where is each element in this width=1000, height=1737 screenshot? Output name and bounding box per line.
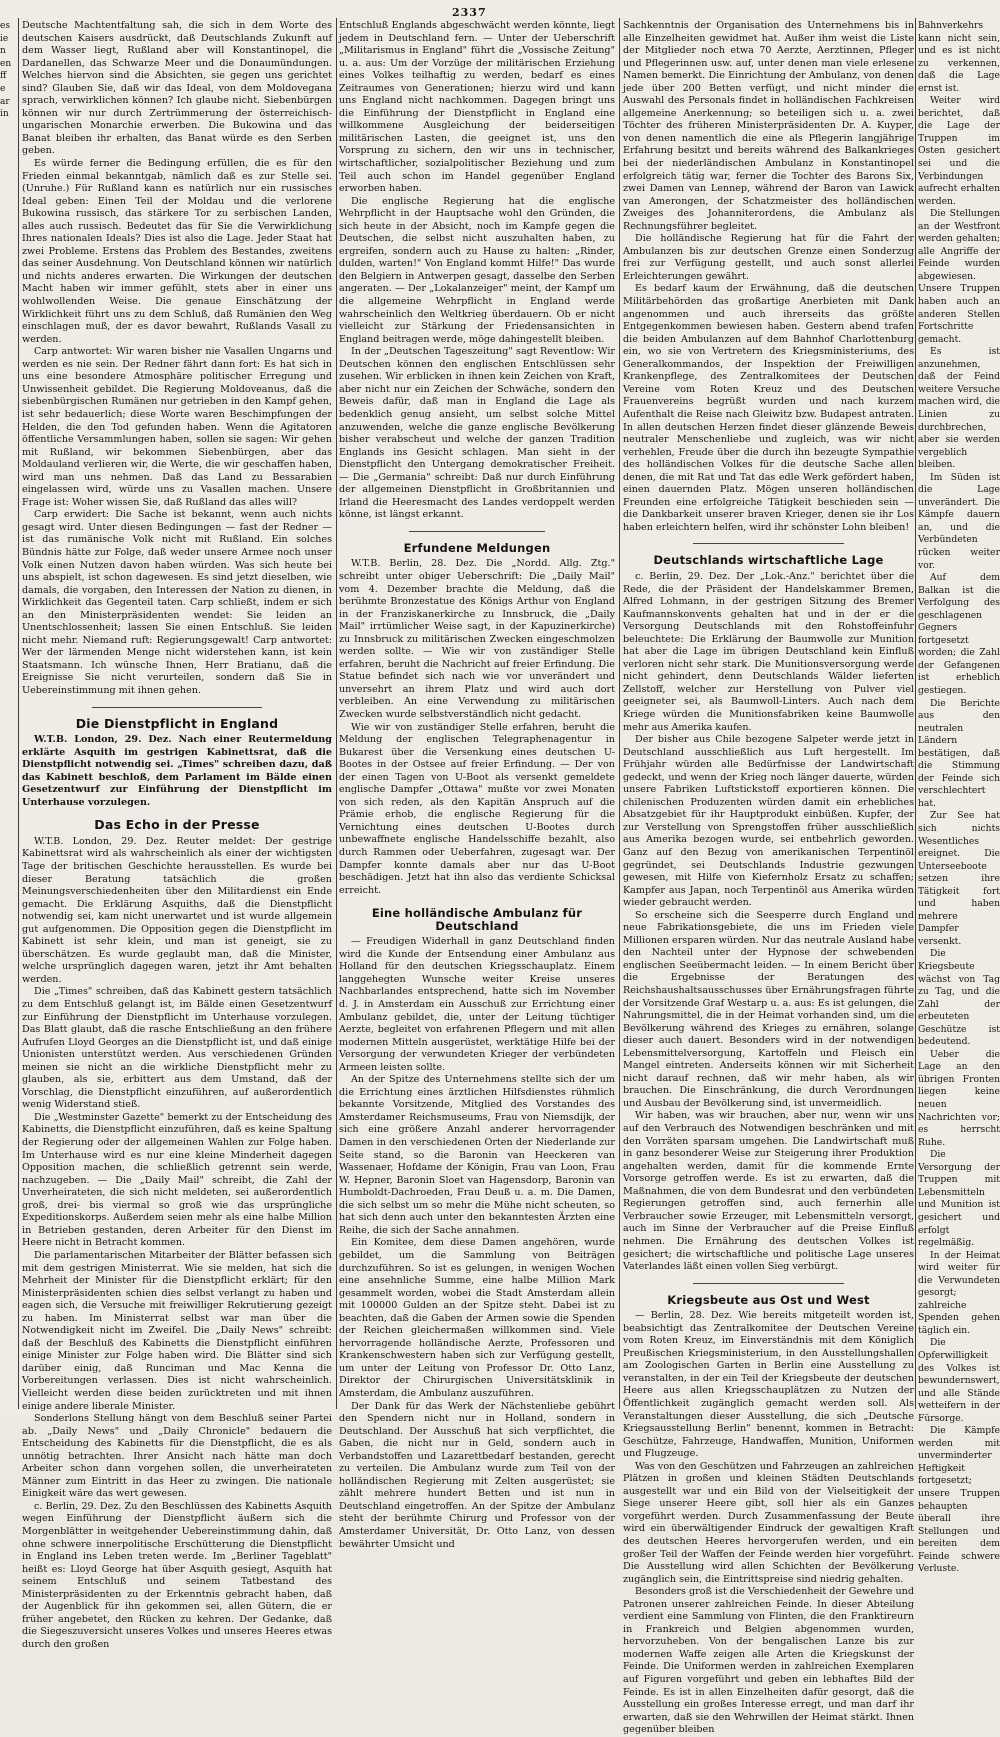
article-paragraph: Bahnverkehrs kann nicht sein, und es ist nicht zu verkennen, daß die Lage ernst ist. [918,20,1000,94]
text-fragment: ff [0,71,7,82]
article-paragraph: Auf dem Balkan ist die Verfolgung des geschlagenen Gegners fortgesetzt worden; die Zahl der Gefangenen ist erheblich gestiegen. [918,572,1000,696]
article-paragraph: An der Spitze des Unternehmens stellte sich der um die Errichtung eines ärztlichen Hilfsdienstes rühmlich bekannte Vorsitzende, Mitglied des Vorstandes des Amsterdamer Reichsmuseums, Frau von Niemsdijk, der sich eine größere Anzahl anderer hervorragender Damen in den verschiedenen Orten der Niederlande zur Seite stand, so die Baronin van Heeckeren van Wassenaer, Hofdame der Königin, Frau van Loon, Frau W. Hepner, Baronin Sloet van Hagensdorp, Baronin van Humboldt-Dachroeden, Frau Deuß u. a. m. Die Damen, die sich selbst um so mehr die Mühe nicht scheuten, so hat sich denn auch unter den bekanntesten Ärzten eine Reihe, die sich der Sache annahmen. [339,1074,615,1236]
article-paragraph: Die parlamentarischen Mitarbeiter der Blätter befassen sich mit dem gestrigen Ministerrat. Wie sie melden, hat sich die Mehrheit der Minister für die Dienstpflicht erklärt; für den Ministerpräsidenten schien dies selbst verlangt zu haben und eagen sich, die Versuche mit freiwilliger Rekrutierung gezeigt zu haben. Im Ministerrat selbst war man über die Notwendigkeit nicht im Zweifel. Die „Daily News" schreibt: daß der Beschluß des Kabinetts die Dienstpflicht einführen einige Minister zur Folge haben wird. Die Blätter sind sich darüber einig, daß Runciman und Mac Kenna die Vorbereitungen verlassen. Dies ist nicht wahrscheinlich. Vielleicht werden diese beiden zurücktreten und mit ihnen einige andere liberale Minister. [22,1249,332,1412]
article-paragraph: Die Kriegsbeute wächst von Tag zu Tag, und die Zahl der erbeuteten Geschütze ist bedeutend. [918,948,1000,1048]
article-paragraph: Zur See hat sich nichts Wesentliches ereignet. Die Unterseeboote setzen ihre Tätigkeit fort und haben mehrere Dampfer versenkt. [918,810,1000,947]
article-paragraph: Carp antwortet: Wir waren bisher nie Vasallen Ungarns und werden es nie sein. Der Redner fährt dann fort: Es hat sich in uns eine besondere Atmosphäre politischer Erregung und Unwissenheit gebildet. Die Regierung Moldoveanus, daß die siebenbürgischen Rumänen nur getrieben in den Kampf gehen, ist sehr bedauerlich; diese Worte waren Beschimpfungen der Helden, die den Tod gefunden haben. Wenn die Agitatoren öffentliche Versammlungen haben, sollen sie sagen: Wir gehen mit Rußland, wir bekommen Siebenbürgen, aber das Moldauland verlieren wir, die Werte, die wir geschaffen haben, wird man uns nehmen. Daß das Land zu Bessarabien eingelassen wird, würde uns zu Vasallen machen. Unsere Frage ist: Woher wissen Sie, daß Rußland das alles will? [22,346,332,508]
text-fragment: ar [0,96,10,107]
article-paragraph: Carp erwidert: Die Sache ist bekannt, wenn auch nichts gesagt wird. Unter diesen Bedingungen — fast der Redner — ist das rumänische Volk nicht mit Rußland. Ein solches Bündnis hätte zur Folge, daß weder unsere Armee noch unser Volk einen Nutzen davon haben würden. Was sich heute bei uns abspielt, ist schon dagewesen. Es sind jetzt dieselben, wie damals, die vorgaben, den Interessen der Nation zu dienen, in Wirklichkeit das Gegenteil taten. Carp schließt, indem er sich an den Ministerpräsidenten wendet: Sie leiden an Unentschlossenheit; lassen Sie einen Entschluß. Sie leiden nicht mehr. Niemand ruft: Regierungsgewalt! Carp antwortet: Wer der lärmenden Menge nicht widerstehen kann, ist kein Staatsmann. Ich wünsche Ihnen, Herr Bratianu, daß die Ereignisse Sie nicht verurteilen, sondern daß Sie in Uebereinstimmung mit ihnen gehen. [22,509,332,696]
column-right-fragment [918,20,1000,1575]
article-paragraph: Die Versorgung der Truppen mit Lebensmitteln und Munition ist gesichert und erfolgt regelmäßig. [918,1149,1000,1249]
article-paragraph: Die Berichte aus den neutralen Ländern bestätigen, daß die Stimmung der Feinde sich verschlechtert hat. [918,697,1000,809]
column-rule [18,18,19,1409]
article-paragraph: c. Berlin, 29. Dez. Der „Lok.-Anz." berichtet über die Rede, die der Präsident der Handelskammer Bremen, Alfred Lohmann, in der gestrigen Sitzung des Bremer Kaufmannskonvents gehalten hat und in der er die Versorgung Deutschlands mit den Rohstoffeinfuhr beleuchtete: Die Erklärung der Baumwolle zur Munition hat aber die Lage im übrigen Deutschland kein Einfluß verloren nicht sehr stark. Die Munitionsversorgung werde nicht gehindert, denn Deutschlands Wälder lieferten Zellstoff, welcher zur Herstellung von Pulver viel geeigneter sei, als Baumwoll-Linters. Auch nach dem Kriege würden die Munitionsfabriken keine Baumwolle mehr aus Amerika kaufen. [623,570,914,733]
article-paragraph: Besonders groß ist die Verschiedenheit der Gewehre und Patronen unserer zahlreichen Feinde. In dieser Abteilung verdient eine Sammlung von Flinten, die den Franktireurn in Frankreich und Belgien abgenommen wurden, hervorzuheben. Von der bengalischen Lanze bis zur modernen Waffe zeigen alle Arten die Kriegskunst der Feinde. Die Uniformen werden in zahlreichen Exemplaren auf Figuren vorgeführt und geben ein lebhaftes Bild der Feinde. Es ist in allen Einzelheiten dafür gesorgt, daß die Ausstellung ein großes Interesse erregt, und man darf ihr erwarten, daß sie den Wehrwillen der Heimat stärkt. Ihnen gegenüber bleiben [623,1586,914,1736]
section-heading: Eine holländische Ambulanz für Deutschland [371,906,583,933]
article-paragraph: Im Süden ist die Lage unverändert. Die Kämpfe dauern an, und die Verbündeten rücken weiter vor. [918,471,1000,571]
article-paragraph: Es ist anzunehmen, daß der Feind weitere Versuche machen wird, die Linien zu durchbrechen, aber sie werden vergeblich bleiben. [918,346,1000,471]
section-heading: Kriegsbeute aus Ost und West [667,1292,870,1307]
column-left-fragment [0,20,13,1407]
article-paragraph: Die holländische Regierung hat für die Fahrt der Ambulanzen bis zur deutschen Grenze einen Sonderzug frei zur Verfügung gestellt, und auch sonst allerlei Erleichterungen gewährt. [623,233,914,282]
article-paragraph: In der „Deutschen Tageszeitung" sagt Reventlow: Wir Deutschen können den englischen Entschlüssen sehr zusehen. Wir erblicken in ihnen kein Zeichen von Kraft, aber nicht nur ein Zeichen der Schwäche, sondern den Beweis dafür, daß man in England die Lage als bedenklich genug ansieht, um selbst solche Mittel anzuwenden, welche die ganze englische Bevölkerung bisher verabscheut und welche der ganzen Tradition Englands ins Gesicht schlagen. Man sieht in der Dienstpflicht den Untergang demokratischer Freiheit. — Die „Germania" schreibt: Daß nur durch Einführung der allgemeinen Dienstpflicht in Großbritannien und Irland die Heeresmacht des Landes verdoppelt werden könne, ist längst erkannt. [339,346,615,521]
article-paragraph: Es würde ferner die Bedingung erfüllen, die es für den Frieden einmal bekanntgab, nämlich daß es zur Stelle sei. (Unruhe.) Für Rußland kann es natürlich nur ein russisches Ideal geben: Einen Teil der Moldau und die verlorene Bukowina russisch, das stärkere Tor zu serbischen Landen, alles auch russisch. Bedeutet das für Sie die Verwirklichung Ihres nationalen Ideals? Dies ist also die Lage. Jeder Staat hat zwei Probleme. Erstens das Problem des Bestandes, zweitens das seiner Ausdehnung. Von Deutschland können wir natürlich und nichts anderes erwarten. Die Wirkungen der deutschen Macht haben wir immer gefühlt, stets aber in einer uns wohlwollenden Weise. Die genaue Einschätzung der Wirklichkeit führt uns zu dem Schluß, daß Rumänien den Weg einschlagen muß, der es davor bewahrt, Rußlands Vasall zu werden. [22,158,332,345]
article-paragraph: Was von den Geschützen und Fahrzeugen an zahlreichen Plätzen in großen und kleinen Städten Deutschlands ausgestellt war und ein Bild von der Vielseitigkeit der Siege unserer Heere gibt, soll hier als ein Ganzes vorgeführt werden. Durch Zusammenfassung der Beute wird ein überwältigender Eindruck der gewaltigen Kraft des deutschen Heeres hervorgerufen werden, und ein großer Teil der Waffen der Feinde werden hier vorgeführt. Die Ausstellung wird allen Schichten der Bevölkerung zugänglich sein, die Eintrittspreise sind niedrig gehalten. [623,1460,914,1585]
article-paragraph: In der Heimat wird weiter für die Verwundeten gesorgt; zahlreiche Spenden gehen täglich ein. [918,1249,1000,1336]
article-paragraph: Die Stellungen an der Westfront werden gehalten; alle Angriffe der Feinde wurden abgewiesen. Unsere Truppen haben auch an anderen Stellen Fortschritte gemacht. [918,208,1000,345]
article-paragraph: c. Berlin, 29. Dez. Zu den Beschlüssen des Kabinetts Asquith wegen Einführung der Dienstpflicht äußern sich die Morgenblätter in weitgehender Uebereinstimmung dahin, daß ohne schwere innerpolitische Erschütterung die Dienstpflicht in England ins Leben treten werde. Im „Berliner Tageblatt" heißt es: Lloyd George hat über Asquith gesiegt, Asquith hat seinem Entschluß und seinem Tatbestand des Ministerpräsidenten zu der Erkenntnis gebracht haben, daß der Augenblick für ihn gekommen sei, allen Gütern, die er früher angebetet, den Rücken zu kehren. Der Gedanke, daß die Siegeszuversicht unseres Volkes und unseres Heeres etwas durch den großen [22,1500,332,1650]
article-paragraph: Ueber die Lage an den übrigen Fronten liegen keine neuen Nachrichten vor; es herrscht Ruhe. [918,1048,1000,1148]
article-paragraph: Sonderlons Stellung hängt von dem Beschluß seiner Partei ab. „Daily News" und „Daily Chronicle" bedauern die Entscheidung des Kabinetts für die Dienstpflicht, die es als unnötig betrachten. Ihrer Ansicht nach hätte man doch Arbeiter schon dann vorgehen sollen, die unverheirateten Männer zum Eintritt in das Heer zu zwingen. Die nationale Einigkeit wäre das wert gewesen. [22,1413,332,1500]
article-paragraph: Es bedarf kaum der Erwähnung, daß die deutschen Militärbehörden das großartige Anerbieten mit Dank angenommen und auch ihrerseits das größte Entgegenkommen bewiesen haben. Gestern abend trafen die beiden Ambulanzen auf dem Bahnhof Charlottenburg ein, wo sie von Vertretern des Kriegsministeriums, des Generalkommandos, der Inspektion der Freiwilligen Krankenpflege, des Zentralkomitees der Deutschen Vereine vom Roten Kreuz und des Deutschen Frauenvereins begrüßt wurden und nach kurzem Aufenthalt die Reise nach Gleiwitz bzw. Budapest antraten. In allen deutschen Herzen findet dieser glänzende Beweis neutraler Menschenliebe und zugleich, was wir nicht verhehlen, Freude über die durch ihn bezeugte Sympathie des holländischen Volkes für die deutsche Sache allen denen, die mit Rat und Tat das edle Werk gefördert haben, einen dauernden Platz. Mögen unseren holländischen Freunden eine erfolgreiche Tätigkeit beschieden sein — die Dankbarkeit unserer braven Krieger, denen sie ihr Los haben erleichtern helfen, wird ihr schönster Lohn bleiben! [623,283,914,533]
article-paragraph: Entschluß Englands abgeschwächt werden könnte, liegt jedem in Deutschland fern. — Unter der Ueberschrift „Militarismus in England" führt die „Vossische Zeitung" u. a. aus: Um der Vorzüge der militärischen Erziehung eines Volkes teilhaftig zu werden, bedarf es eines Zeitraumes von Generationen; hierzu wird und kann uns England nicht nachkommen. Dagegen bringt uns die Einführung der Dienstpflicht in England eine willkommene Ausgleichung der beiderseitigen militärischen Lasten, die geeignet ist, uns den Vorsprung zu sichern, den wir uns in technischer, wirtschaftlicher, sozialpolitischer Beziehung und zum Teil auch schon im Handel gegenüber England erworben haben. [339,20,615,195]
section-heading: Das Echo in der Presse [94,817,260,833]
article-paragraph: Sachkenntnis der Organisation des Unternehmens bis in alle Einzelheiten gewidmet hat. Außer ihm weist die Liste der Mitglieder noch etwa 70 Aerzte, Aerztinnen, Pfleger und Pflegerinnen usw. auf, unter denen man viele erlesene Namen bemerkt. Die Einrichtung der Ambulanz, von denen jede über 200 Betten verfügt, und nicht minder die Auswahl des Personals findet in holländischen Fachkreisen allgemeine Anerkennung; so beteiligen sich u. a. zwei Töchter des früheren Ministerpräsidenten Dr. A. Kuyper, von denen namentlich die eine als Pflegerin langjährige Erfahrung besitzt und bereits während des Balkankrieges bei der niederländischen Ambulanz in Konstantinopel erfolgreich tätig war, ferner die Tochter des Barons Six, zwei Damen van Lennep, während der Baron van Lawick van Amerongen, der Schatzmeister des holländischen Zweiges des Johanniterordens, die Ambulanz als Rechnungsführer begleitet. [623,20,914,232]
article-paragraph: Wie wir von zuständiger Stelle erfahren, beruht die Meldung der englischen Telegraphenagentur in Bukarest über die Versenkung eines deutschen U-Bootes in der Ostsee auf freier Erfindung. — Der von der einen Tagen von U-Boot als versenkt gemeldete englische Dampfer „Ottawa" mußte vor zwei Monaten von sich reden, als den Kapitän Anspruch auf die Prämie erhob, die englische Regierung für die Vernichtung eines deutschen U-Bootes durch unbewaffnete englische Handelsschiffe bezahlt, also durch Rammen oder Ueberfahren, zugesagt war. Der Dampfer konnte damals aber nur das U-Boot beschädigen. Jetzt hat ihn also das verdiente Schicksal erreicht. [339,721,615,896]
column-rule [619,18,620,1409]
column-2 [339,20,615,1550]
article-paragraph: — Freudigen Widerhall in ganz Deutschland finden wird die Kunde der Entsendung einer Ambulanz aus Holland für den deutschen Kriegsschauplatz. Einem langgehegten Wunsche weiter Kreise unseres Nachbarlandes entsprechend, hatte sich im November d. J. in Amsterdam ein Ausschuß zur Errichtung einer Ambulanz gebildet, die, unter der Leitung tüchtiger Aerzte, begleitet von erfahrenen Pflegern und mit allen modernen Mitteln ausgerüstet, werktätige Hilfe bei der Versorgung der verwundeten Krieger der verbündeten Armeen leisten sollte. [339,936,615,1073]
article-body [22,734,332,809]
article-paragraph: Die englische Regierung hat die englische Wehrpflicht in der Hauptsache wohl den Gründen, die sich heute in der Absicht, noch im Kampfe gegen die Deutschen, die selbst nicht auszuhalten haben, zu ergreifen, sondern auch zu Hause zu halten: „Rinder, dulden, warten!" Von England kommt Hilfe!" Das wurde den Belgiern in Antwerpen gesagt, dasselbe den Serben angeraten. — Der „Lokalanzeiger" meint, der Kampf um die allgemeine Wehrpflicht in England werde wahrscheinlich den Weltkrieg überdauern. Ob er nicht vielleicht zur Stärkung der Friedensansichten in England beitragen werde, möge dahingestellt bleiben. [339,195,615,345]
article-paragraph: Weiter wird berichtet, daß die Lage der Truppen im Osten gesichert sei und die Verbindungen aufrecht erhalten werden. [918,95,1000,207]
section-divider [693,543,844,544]
text-fragment: in [0,109,9,120]
column-rule [336,18,337,1409]
column-1 [22,20,332,1650]
column-rule [915,18,916,1409]
article-paragraph: Die Kämpfe werden mit unverminderter Heftigkeit fortgesetzt; unsere Truppen behaupten überall ihre Stellungen und bereiten dem Feinde schwere Verluste. [918,1425,1000,1575]
article-paragraph: Der bisher aus Chile bezogene Salpeter werde jetzt in Deutschland ausschließlich aus Luft hergestellt. Im Frühjahr würden alle Bedürfnisse der Landwirtschaft gedeckt, und wenn der Krieg noch länger dauerte, würden unsere Fabriken Luftstickstoff exportieren können. Die chilenischen Produzenten würden damit ein erhebliches Absatzgebiet für ihr Hauptprodukt einbüßen. Kupfer, der zur Verstellung von Sprengstoffen früher ausschließlich aus Amerika bezogen wurde, sei entbehrlich geworden. Ganz auf den Bezug von amerikanischen Terpentinöl gegründet, sei Deutschlands Industrie gezwungen gewesen, mit Hilfe von Kiefernholz Ersatz zu schaffen; Kampfer aus Japan, noch Terpentinöl aus Amerika würden wieder gebraucht werden. [623,734,914,909]
text-fragment: en [0,58,12,69]
article-paragraph: W.T.B. Berlin, 28. Dez. Die „Nordd. Allg. Ztg." schreibt unter obiger Ueberschrift: Die „Daily Mail" vom 4. Dezember brachte die Meldung, daß die berühmte Bronzestatue des Königs Arthur von England in der Franziskanerkirche zu Innsbruck, die „Daily Mail" irrtümlicher Weise sagt, in der Kapuzinerkirche) zu Innsbruck zu militärischen Zwecken eingeschmolzen werden sollte. — Wie wir von zuständiger Stelle erfahren, beruht die Nachricht auf freier Erfindung. Die Statue befindet sich nach wie vor unverändert und unversehrt an ihrem Platz und wird auch dort verbleiben. An eine Verwendung zu militärischen Zwecken wurde selbstverständlich nicht gedacht. [339,558,615,720]
text-fragment: ie [0,33,9,44]
article-paragraph: Deutsche Machtentfaltung sah, die sich in dem Worte des deutschen Kaisers ausdrückt, daß Deutschlands Zukunft auf dem Wasser liegt, Rußland aber will Konstantinopel, die Dardanellen, das Schwarze Meer und die Donaumündungen. Welches hiervon sind die Absichten, sie gegen uns gerichtet sind? Glauben Sie, daß wir das Ideal, von dem Moldovegana sprach, verwirklichen können? Ich glaube nicht. Siebenbürgen können wir nur durch Zertrümmerung der österreichisch-ungarischen Monarchie erwerben. Die Bukowina und das Banat bleiben ihr erhalten, das Banat würde es den Serben geben. [22,20,332,157]
article-paragraph: W.T.B. London, 29. Dez. Nach einer Reutermeldung erklärte Asquith im gestrigen Kabinettsrat, daß die Dienstpflicht notwendig sei. „Times" schreiben dazu, daß das Kabinett beschloß, dem Parlament im Bälde einen Gesetzentwurf zur Einführung der Dienstpflicht im Unterhause vorzulegen. [22,734,332,808]
article-paragraph: Der Dank für das Werk der Nächstenliebe gebührt den Spendern nicht nur in Holland, sondern in Deutschland. Der Ausschuß hat sich verpflichtet, die Gaben, die nicht nur in Geld, sondern auch in Verbandstoffen und Lazarettbedarf bestanden, gerecht zu verteilen. Die Ambulanz wurde zum Teil von der holländischen Regierung mit Zelten ausgerüstet; sie zählt mehrere hundert Betten und ist nun in Deutschland eingetroffen. An der Spitze der Ambulanz steht der berühmte Chirurg und Professor von der Amsterdamer Universität, Dr. Otto Lanz, von dessen bewährter Umsicht und [339,1400,615,1550]
article-paragraph: — Berlin, 28. Dez. Wie bereits mitgeteilt worden ist, beabsichtigt das Zentralkomitee der Deutschen Vereine vom Roten Kreuz, im Einverständnis mit dem Königlich Preußischen Kriegsministerium, in den Ausstellungshallen am Zoologischen Garten in Berlin eine Ausstellung zu veranstalten, in der ein Teil der Kriegsbeute der deutschen Heere aus allen Kriegsschauplätzen zu Nutzen der Öffentlichkeit zugänglich gemacht werden soll. Als Veranstaltungen dieser Ausstellung, die sich „Deutsche Kriegsausstellung Berlin" benennt, kommen in Betracht: Geschütze, Fahrzeuge, Handwaffen, Munition, Uniformen und Flugzeuge. [623,1310,914,1460]
text-fragment: e [0,83,6,94]
article-paragraph: So erscheine sich die Seesperre durch England und neue Fabrikationsgebiete, die uns im Frieden viele Millionen ersparen würden. Nur das neutrale Ausland habe den Nachteil unter der Hypnose der schwebenden englischen Seeübermacht leiden. — In einem Bericht über die Ergebnisse der Beratungen des Reichshaushaltsausschusses über Ernährungsfragen führte der Vorsitzende Graf Westarp u. a. aus: Es ist gelungen, die Nahrungsmittel, die in der Heimat vorhanden sind, um die Bevölkerung während des Krieges zu ernähren, solange dieser auch dauert. Besonders wird in der notwendigen Lebensmittelversorgung, Kartoffeln und Fleisch ein Mangel eintreten. Anderseits können wir mit Sicherheit nicht darauf rechnen, daß wir mehr haben, als wir brauchen. Die Einschränkung, die durch Verordnungen und Ausbau der Bevölkerung sind, ist unvermeidlich. [623,909,914,1109]
text-fragment: es [0,21,10,31]
section-heading: Erfundene Meldungen [403,540,551,555]
article-paragraph: W.T.B. London, 29. Dez. Reuter meldet: Der gestrige Kabinettsrat wird als wahrscheinlich als einer der wichtigsten Tage der britischen Geschichte herausstellen. Es wurde bei dieser Beratung tatsächlich die großen Meinungsverschiedenheiten über den Militardienst ein Ende gemacht. Die Erklärung Asquiths, daß die Dienstpflicht notwendig sei, kam nicht unerwartet und ist wurde allgemein gut aufgenommen. Die Opposition gegen die Dienstpflicht im Kabinett ist sehr klein, und man ist geneigt, sie zu überschätzen. Es wurde geglaubt man, daß die Minister, welche ursprünglich dagegen waren, jetzt ihr Amt behalten werden. [22,835,332,985]
section-heading: Die Dienstpflicht in England [75,715,279,731]
article-paragraph: Wir haben, was wir brauchen, aber nur, wenn wir uns auf den Verbrauch des Notwendigen beschränken und mit den Vorräten sparsam umgehen. Die Landwirtschaft muß in ganz besonderer Weise zur Steigerung ihrer Produktion angehalten werden, damit für die kommende Ernte Vorsorge getroffen werde. Es ist zu erwarten, daß die Maßnahmen, die von dem Bundesrat und den verbündeten Regierungen getroffen sind, auch fernerhin alle Verbraucher sowie Erzeuger, mit Lebensmitteln versorgt, auch im Sinne der Verbraucher auf die Preise Einfluß nehmen. Die Ernährung des deutschen Volkes ist gesichert; die wirtschaftliche und politische Lage unseres Vaterlandes läßt einen vollen Sieg verbürgt. [623,1110,914,1273]
article-paragraph: Die „Times" schreiben, daß das Kabinett gestern tatsächlich zu dem Entschluß gelangt ist, im Bälde einen Gesetzentwurf zur Einführung der Dienstpflicht im Unterhause vorzulegen. Das Blatt glaubt, daß die rasche Entschließung an den frühere Aufrufen Lloyd Georges an die Dienstpflicht ist, und daß einige Unionisten unterstützt werden. Aus verschiedenen Gründen meinen sie nicht an die wirkliche Dienstpflicht mehr zu glauben, als sie, erbittert aus dem Umstand, daß der Vorschlag, die Dienstpflicht einzuführen, auf außerordentlich wenig Widerstand stieß. [22,986,332,1111]
article-paragraph: Die „Westminster Gazette" bemerkt zu der Entscheidung des Kabinetts, die Dienstpflicht einzuführen, daß es keine Spaltung der Regierung oder der allgemeinen Wahlen zur Folge haben. Im Unterhause wird es nur eine kleine Minderheit dagegen Opposition machen, die schließlich getrennt sein werde, nachzugeben. — Die „Daily Mail" schreibt, die Zahl der Unverheirateten, die sich nicht meldeten, sei außerordentlich groß, drei- bis viermal so groß wie das ursprüngliche Expeditionskorps. Außerdem seien mehr als eine halbe Million in Betrieben gestanden, deren Arbeiter für den Dienst im Heere nicht in Betracht kommen. [22,1111,332,1249]
text-fragment: n [0,46,6,57]
section-divider [92,707,262,708]
section-divider [409,531,545,532]
section-heading: Deutschlands wirtschaftliche Lage [653,553,884,568]
article-paragraph: Die Opferwilligkeit des Volkes ist bewundernswert, und alle Stände wetteifern in der Fürsorge. [918,1337,1000,1424]
column-3 [623,20,914,1736]
article-paragraph: Ein Komitee, dem diese Damen angehören, wurde gebildet, um die Sammlung von Beiträgen durchzuführen. So ist es gelungen, in wenigen Wochen eine ansehnliche Summe, eine halbe Million Mark gesammelt worden, wobei die Stadt Amsterdam allein mit 100000 Gulden an der Spitze steht. Dabei ist zu beachten, daß die Gaben der Armen sowie die Spenden der Reichen gleichermaßen willkommen sind. Viele hervorragende holländische Aerzte, Professoren und Krankenschwestern haben sich zur Verfügung gestellt, um unter der Leitung von Professor Dr. Otto Lanz, Direktor der Chirurgischen Universitätsklinik in Amsterdam, die Ambulanz auszuführen. [339,1237,615,1399]
section-divider [693,1283,844,1284]
page-number: 2337 [452,6,487,19]
